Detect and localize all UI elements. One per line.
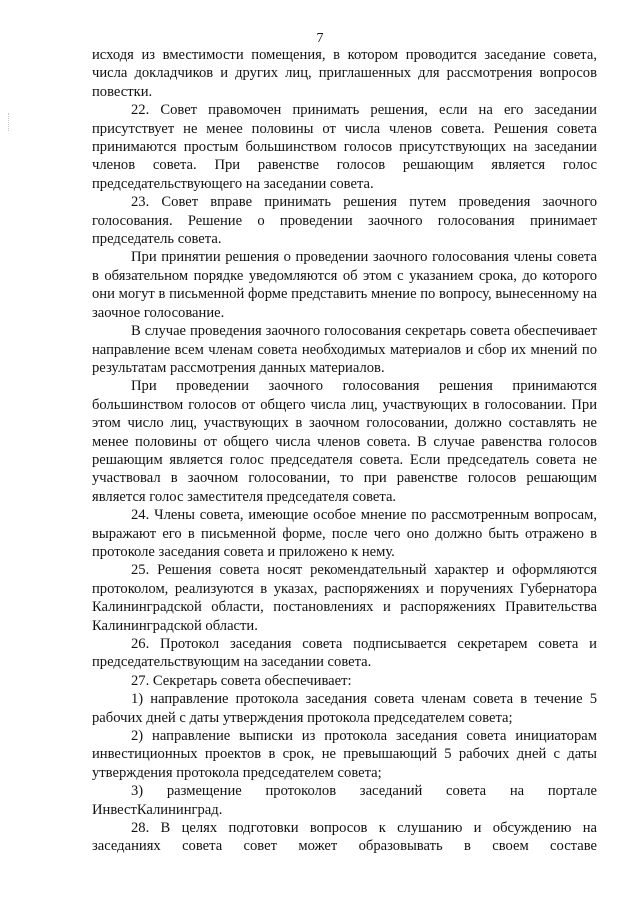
- paragraph: 23. Совет вправе принимать решения путем проведения заочного голосования. Решение о проведении заочного голосования принимает председатель совета.: [92, 194, 597, 248]
- paragraph: 22. Совет правомочен принимать решения, если на его заседании присутствует не менее половины от числа членов совета. Решения совета принимаются простым большинством голосов присутствующих на заседании членов совета. При равенстве голосов решающим является голос председательствующего на заседании совета.: [92, 102, 597, 192]
- paragraph: 25. Решения совета носят рекомендательный характер и оформляются протоколом, реализуются в указах, распоряжениях и поручениях Губернатора Калининградской области, постановлениях и распоряжениях Правительства Калининградской области.: [92, 562, 597, 634]
- paragraph: При проведении заочного голосования решения принимаются большинством голосов от общего числа лиц, участвующих в голосовании. При этом число лиц, участвующих в заочном голосовании, должно составлять не менее половины от общего числа членов совета. В случае равенства голосов решающим является голос председателя совета. Если председатель совета не участвовал в заочном голосовании, то при равенстве голосов решающим является голос заместителя председателя совета.: [92, 378, 597, 505]
- paragraph: 24. Члены совета, имеющие особое мнение по рассмотренным вопросам, выражают его в письменной форме, после чего оно должно быть отражено в протоколе заседания совета и приложено к нему.: [92, 507, 597, 560]
- paragraph: 28. В целях подготовки вопросов к слушанию и обсуждению на заседаниях совета совет может образовывать в своем составе: [92, 820, 597, 855]
- paragraph: 3) размещение протоколов заседаний совета на портале ИнвестКалининград.: [92, 783, 597, 818]
- scan-margin-mark: [8, 113, 11, 131]
- paragraph: При принятии решения о проведении заочного голосования члены совета в обязательном порядке уведомляются об этом с указанием срока, до которого они могут в письменной форме представить мнение по вопросу, вынесенному на заочное голосование.: [92, 249, 597, 321]
- paragraph: В случае проведения заочного голосования секретарь совета обеспечивает направление всем членам совета необходимых материалов и сбор их мнений по результатам рассмотрения данных материалов.: [92, 323, 597, 376]
- document-body: [92, 46, 597, 856]
- paragraph: 1) направление протокола заседания совета членам совета в течение 5 рабочих дней с даты утверждения протокола председателем совета;: [92, 691, 597, 726]
- page-number: 7: [316, 31, 324, 46]
- paragraph: 26. Протокол заседания совета подписывается секретарем совета и председательствующим на заседании совета.: [92, 636, 597, 671]
- paragraph: 2) направление выписки из протокола заседания совета инициаторам инвестиционных проектов в срок, не превышающий 5 рабочих дней с даты утверждения протокола председателем совета;: [92, 728, 597, 781]
- paragraph: 27. Секретарь совета обеспечивает:: [131, 672, 352, 689]
- paragraph: исходя из вместимости помещения, в котором проводится заседание совета, числа докладчиков и других лиц, приглашенных для рассмотрения вопросов повестки.: [92, 47, 597, 100]
